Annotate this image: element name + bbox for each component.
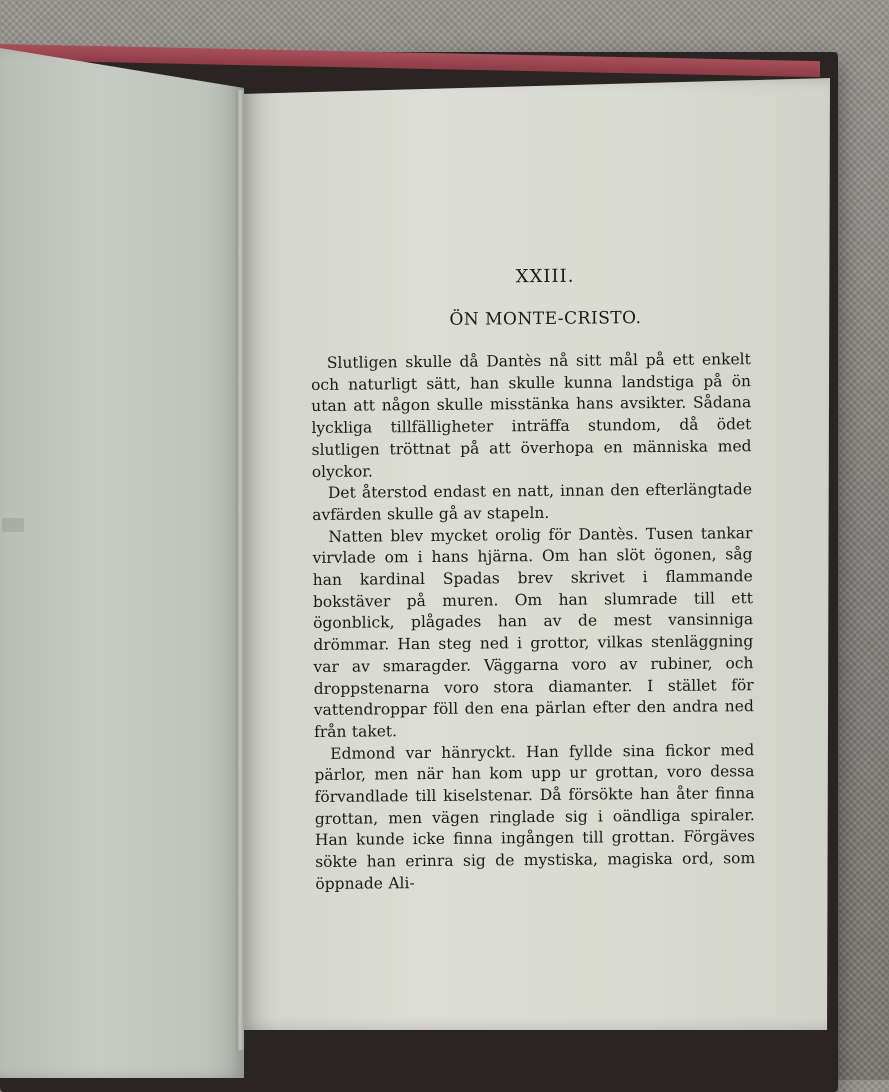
book-gutter [236, 90, 244, 1050]
page-text [310, 264, 755, 895]
paragraph: Edmond var hänryckt. Han fyllde sina fickor med pärlor, men när han kom upp ur grottan, voro dessa förvandlade till kiselstenar. Då försökte han åter finna grottan, men vägen ringlade sig i oändliga spiraler. Han kunde icke finna ingången till grottan. Förgäves sökte han erinra sig de mystiska, magiska ord, som öppnade Ali- [314, 740, 756, 893]
left-page-mark [2, 518, 24, 532]
paragraph: Natten blev mycket orolig för Dantès. Tusen tankar virvlade om i hans hjärna. Om han slöt ögonen, såg han kardinal Spadas brev skrivet i flammande bokstäver på muren. Om han slumrade till ett ögonblick, plågades han av de mest vansinniga drömmar. Han steg ned i grottor, vilkas stenläggning var av smaragder. Väggarna voro av rubiner, och droppstenarna voro stora diamanter. I stället för vattendroppar föll den ena pärlan efter den andra ned från taket. [312, 523, 754, 741]
left-page [0, 48, 244, 1078]
chapter-title: ÖN MONTE-CRISTO. [449, 308, 642, 330]
paragraph: Slutligen skulle då Dantès nå sitt mål på ett enkelt och naturligt sätt, han skulle kunna landstiga på ön utan att någon skulle misstänka hans avsikter. Sådana lyckliga tillfälligheter inträffa stundom, då ödet slutligen tröttnat på att överhopa en människa med olyckor. [310, 350, 752, 481]
chapter-number: XXIII. [515, 265, 575, 288]
paragraph: Det återstod endast en natt, innan den efterlängtade avfärden skulle gå av stapeln. [312, 480, 753, 524]
